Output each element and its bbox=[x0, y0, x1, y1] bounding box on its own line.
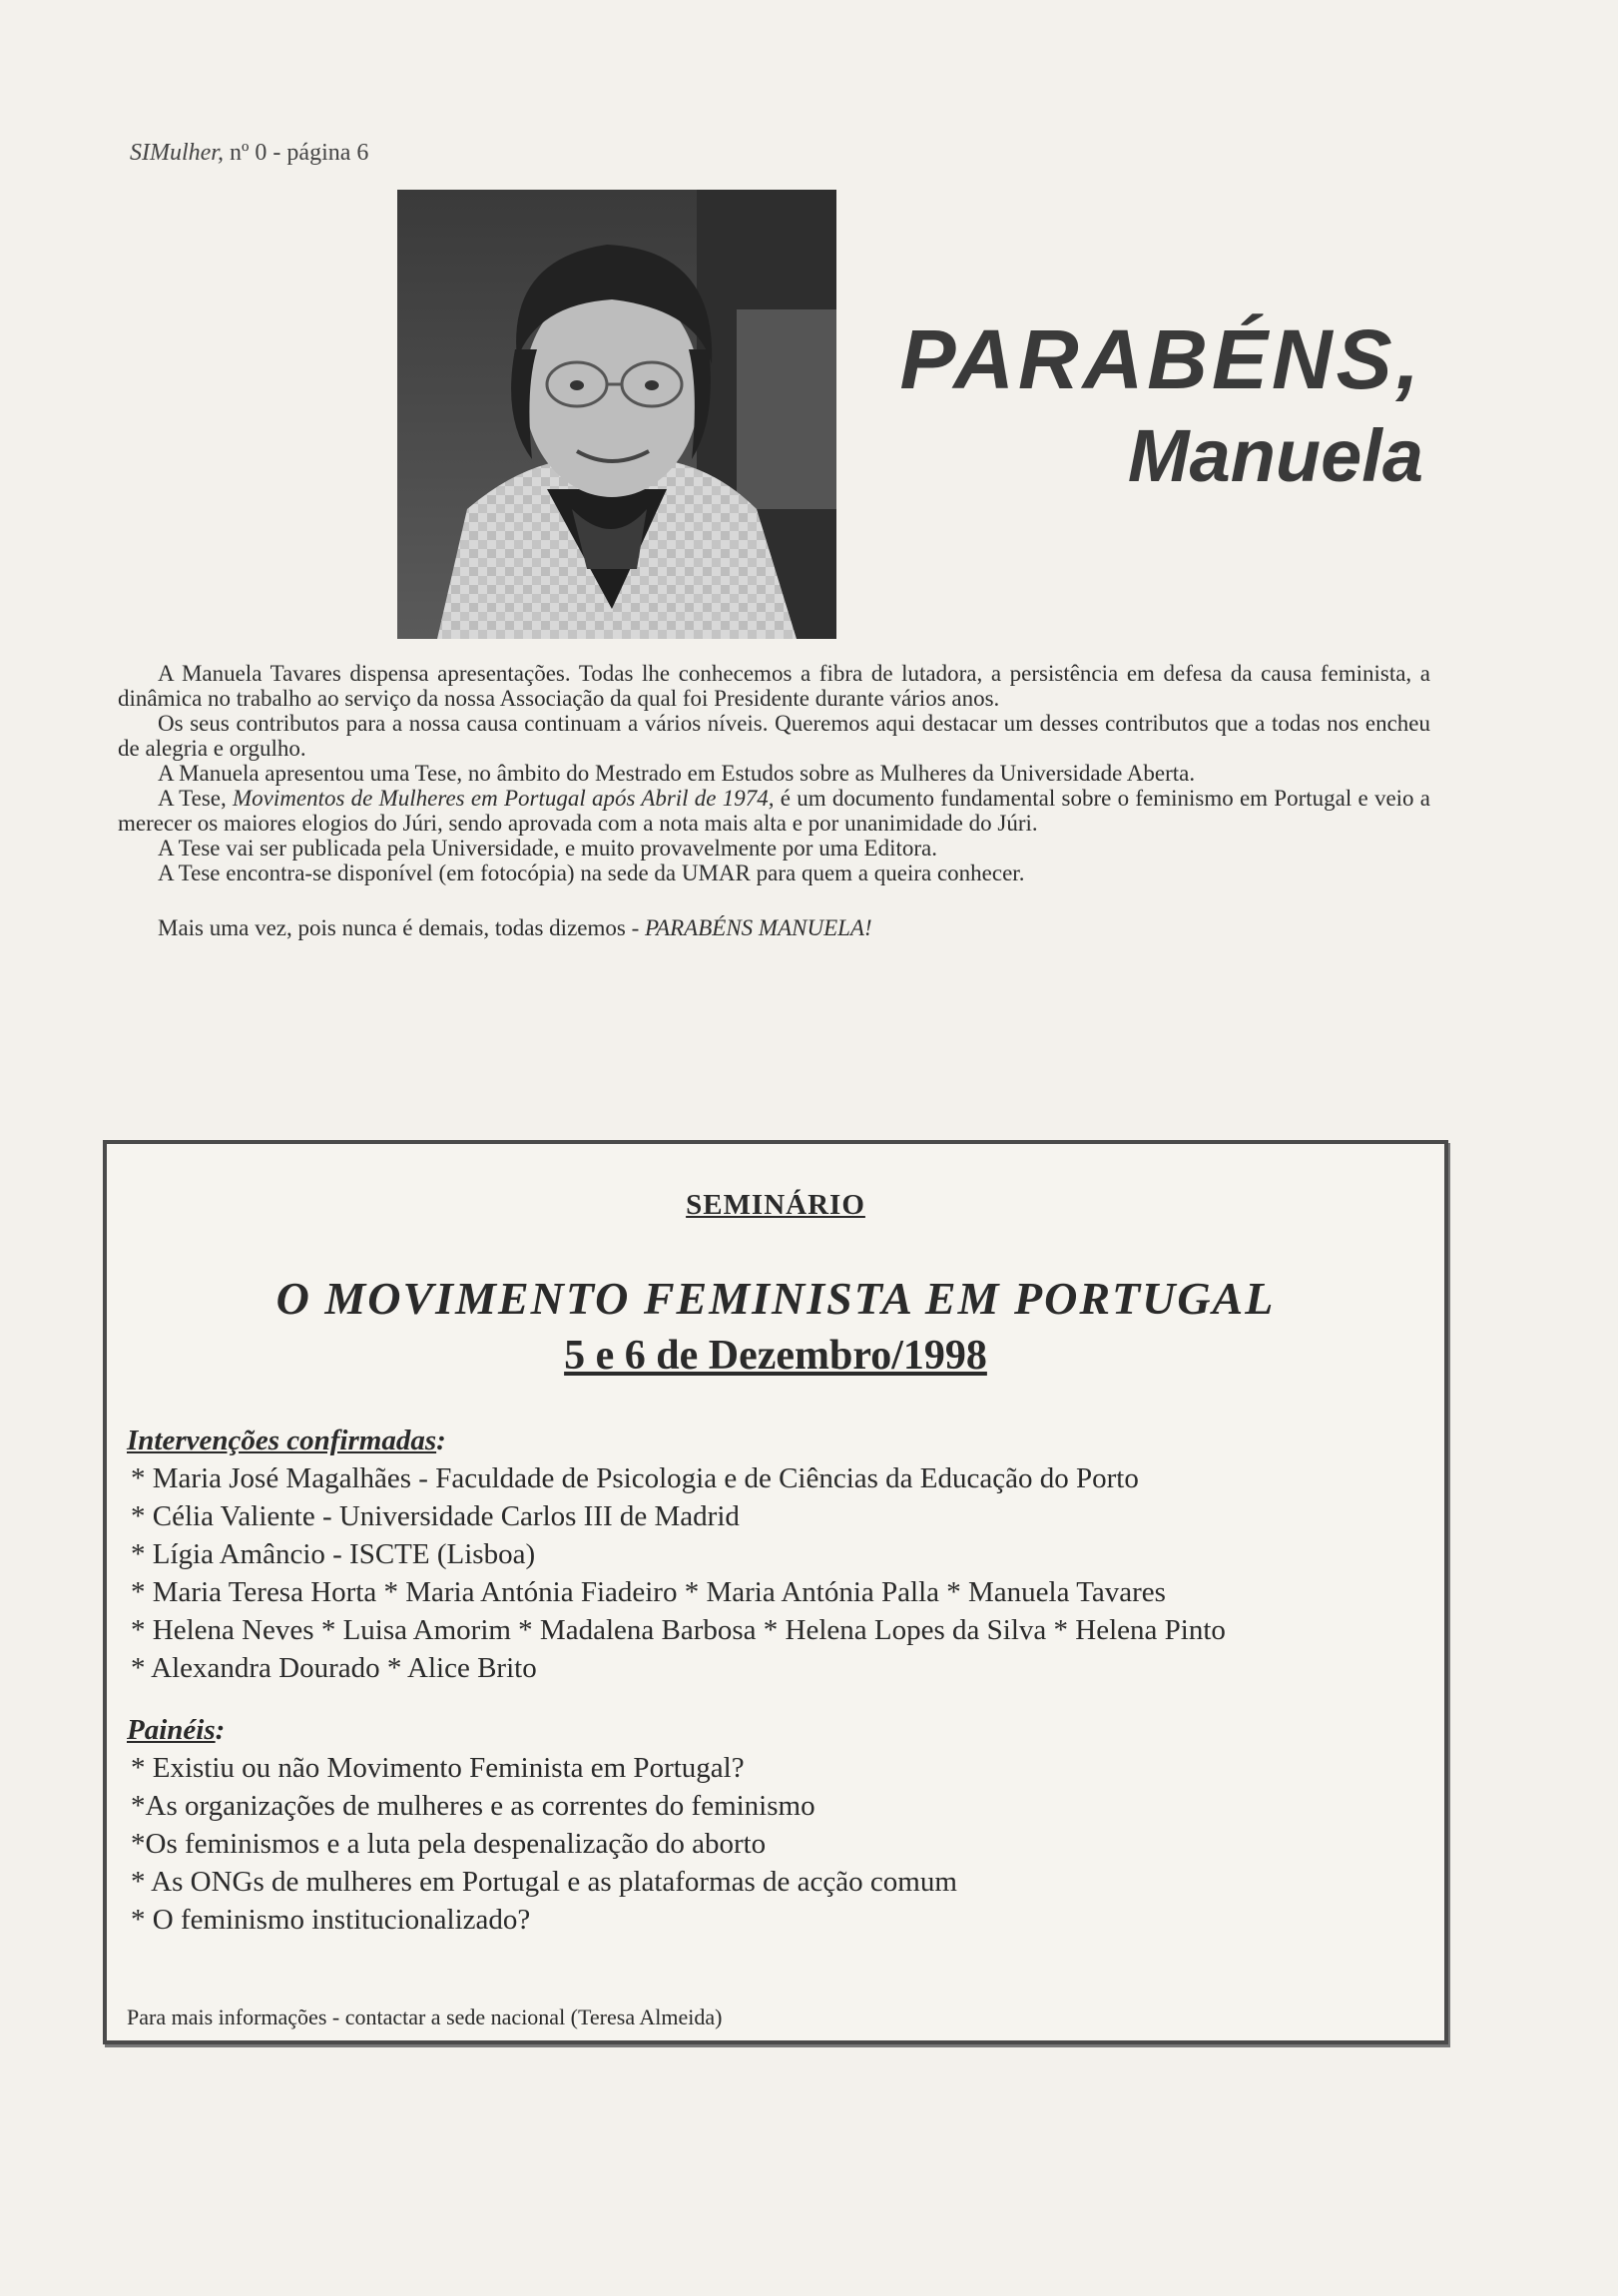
headline-line-1: PARABÉNS, bbox=[899, 312, 1423, 406]
article-paragraph: Os seus contributos para a nossa causa continuam a vários níveis. Queremos aqui destacar um desses contributos que a todas nos encheu de alegria e orgulho. bbox=[118, 711, 1430, 761]
seminar-title: O MOVIMENTO FEMINISTA EM PORTUGAL bbox=[275, 1273, 1276, 1324]
article-paragraph: A Manuela Tavares dispensa apresentações. Todas lhe conhecemos a fibra de lutadora, a persistência em defesa da causa feminista, a dinâmica no trabalho ao serviço da nossa Associação da qual foi Presidente durante vários anos. bbox=[118, 661, 1430, 711]
list-item: * O feminismo institucionalizado? bbox=[131, 1904, 531, 1936]
closing-text: Mais uma vez, pois nunca é demais, todas dizemos - bbox=[158, 915, 640, 940]
portrait-photo bbox=[397, 190, 836, 639]
thesis-prefix: A Tese, bbox=[158, 786, 227, 811]
list-item: * Helena Neves * Luisa Amorim * Madalena Barbosa * Helena Lopes da Silva * Helena Pinto bbox=[131, 1614, 1226, 1646]
list-item: *Os feminismos e a luta pela despenalização do aborto bbox=[131, 1828, 767, 1860]
list-item: * Alexandra Dourado * Alice Brito bbox=[131, 1652, 537, 1684]
list-item: * Lígia Amâncio - ISCTE (Lisboa) bbox=[131, 1538, 536, 1570]
panels-heading: Painéis: bbox=[127, 1714, 226, 1746]
article-paragraph bbox=[118, 786, 1430, 836]
closing-emphasis: PARABÉNS MANUELA! bbox=[645, 915, 872, 940]
list-item: * Existiu ou não Movimento Feminista em Portugal? bbox=[131, 1752, 745, 1784]
headline-line-2: Manuela bbox=[1127, 414, 1423, 497]
article-body bbox=[118, 661, 1430, 940]
headline bbox=[899, 312, 1424, 497]
panels-block bbox=[127, 1711, 1424, 1939]
publication-name: SIMulher, bbox=[130, 140, 224, 166]
seminar-body bbox=[127, 1422, 1424, 1939]
interventions-heading: Intervenções confirmadas: bbox=[127, 1425, 446, 1456]
seminar-box bbox=[103, 1140, 1448, 2044]
list-item: * Célia Valiente - Universidade Carlos III de Madrid bbox=[131, 1500, 740, 1532]
seminar-label: SEMINÁRIO bbox=[686, 1189, 865, 1221]
page-header bbox=[130, 140, 368, 167]
article-paragraph: A Manuela apresentou uma Tese, no âmbito do Mestrado em Estudos sobre as Mulheres da Universidade Aberta. bbox=[158, 761, 1196, 786]
list-item: * As ONGs de mulheres em Portugal e as plataformas de acção comum bbox=[131, 1866, 957, 1898]
panels-list bbox=[127, 1749, 1424, 1939]
article-paragraph: A Tese encontra-se disponível (em fotocópia) na sede da UMAR para quem a queira conhecer. bbox=[158, 861, 1025, 885]
interventions-list bbox=[127, 1459, 1424, 1687]
seminar-footer: Para mais informações - contactar a sede nacional (Teresa Almeida) bbox=[127, 2005, 723, 2029]
article-closing bbox=[118, 915, 1430, 940]
issue-page: nº 0 - página 6 bbox=[229, 140, 369, 166]
thesis-title: Movimentos de Mulheres em Portugal após Abril de 1974, bbox=[233, 786, 775, 811]
list-item: *As organizações de mulheres e as correntes do feminismo bbox=[131, 1790, 815, 1822]
seminar-date: 5 e 6 de Dezembro/1998 bbox=[564, 1333, 987, 1379]
article-paragraph: A Tese vai ser publicada pela Universidade, e muito provavelmente por uma Editora. bbox=[158, 836, 937, 861]
thesis-description: é um documento fundamental sobre o feminismo em Portugal e veio a merecer os maiores elogios do Júri, sendo aprovada com a nota mais alta e por unanimidade do Júri. bbox=[118, 786, 1431, 836]
list-item: * Maria José Magalhães - Faculdade de Psicologia e de Ciências da Educação do Porto bbox=[131, 1462, 1139, 1494]
list-item: * Maria Teresa Horta * Maria Antónia Fiadeiro * Maria Antónia Palla * Manuela Tavares bbox=[131, 1576, 1166, 1608]
